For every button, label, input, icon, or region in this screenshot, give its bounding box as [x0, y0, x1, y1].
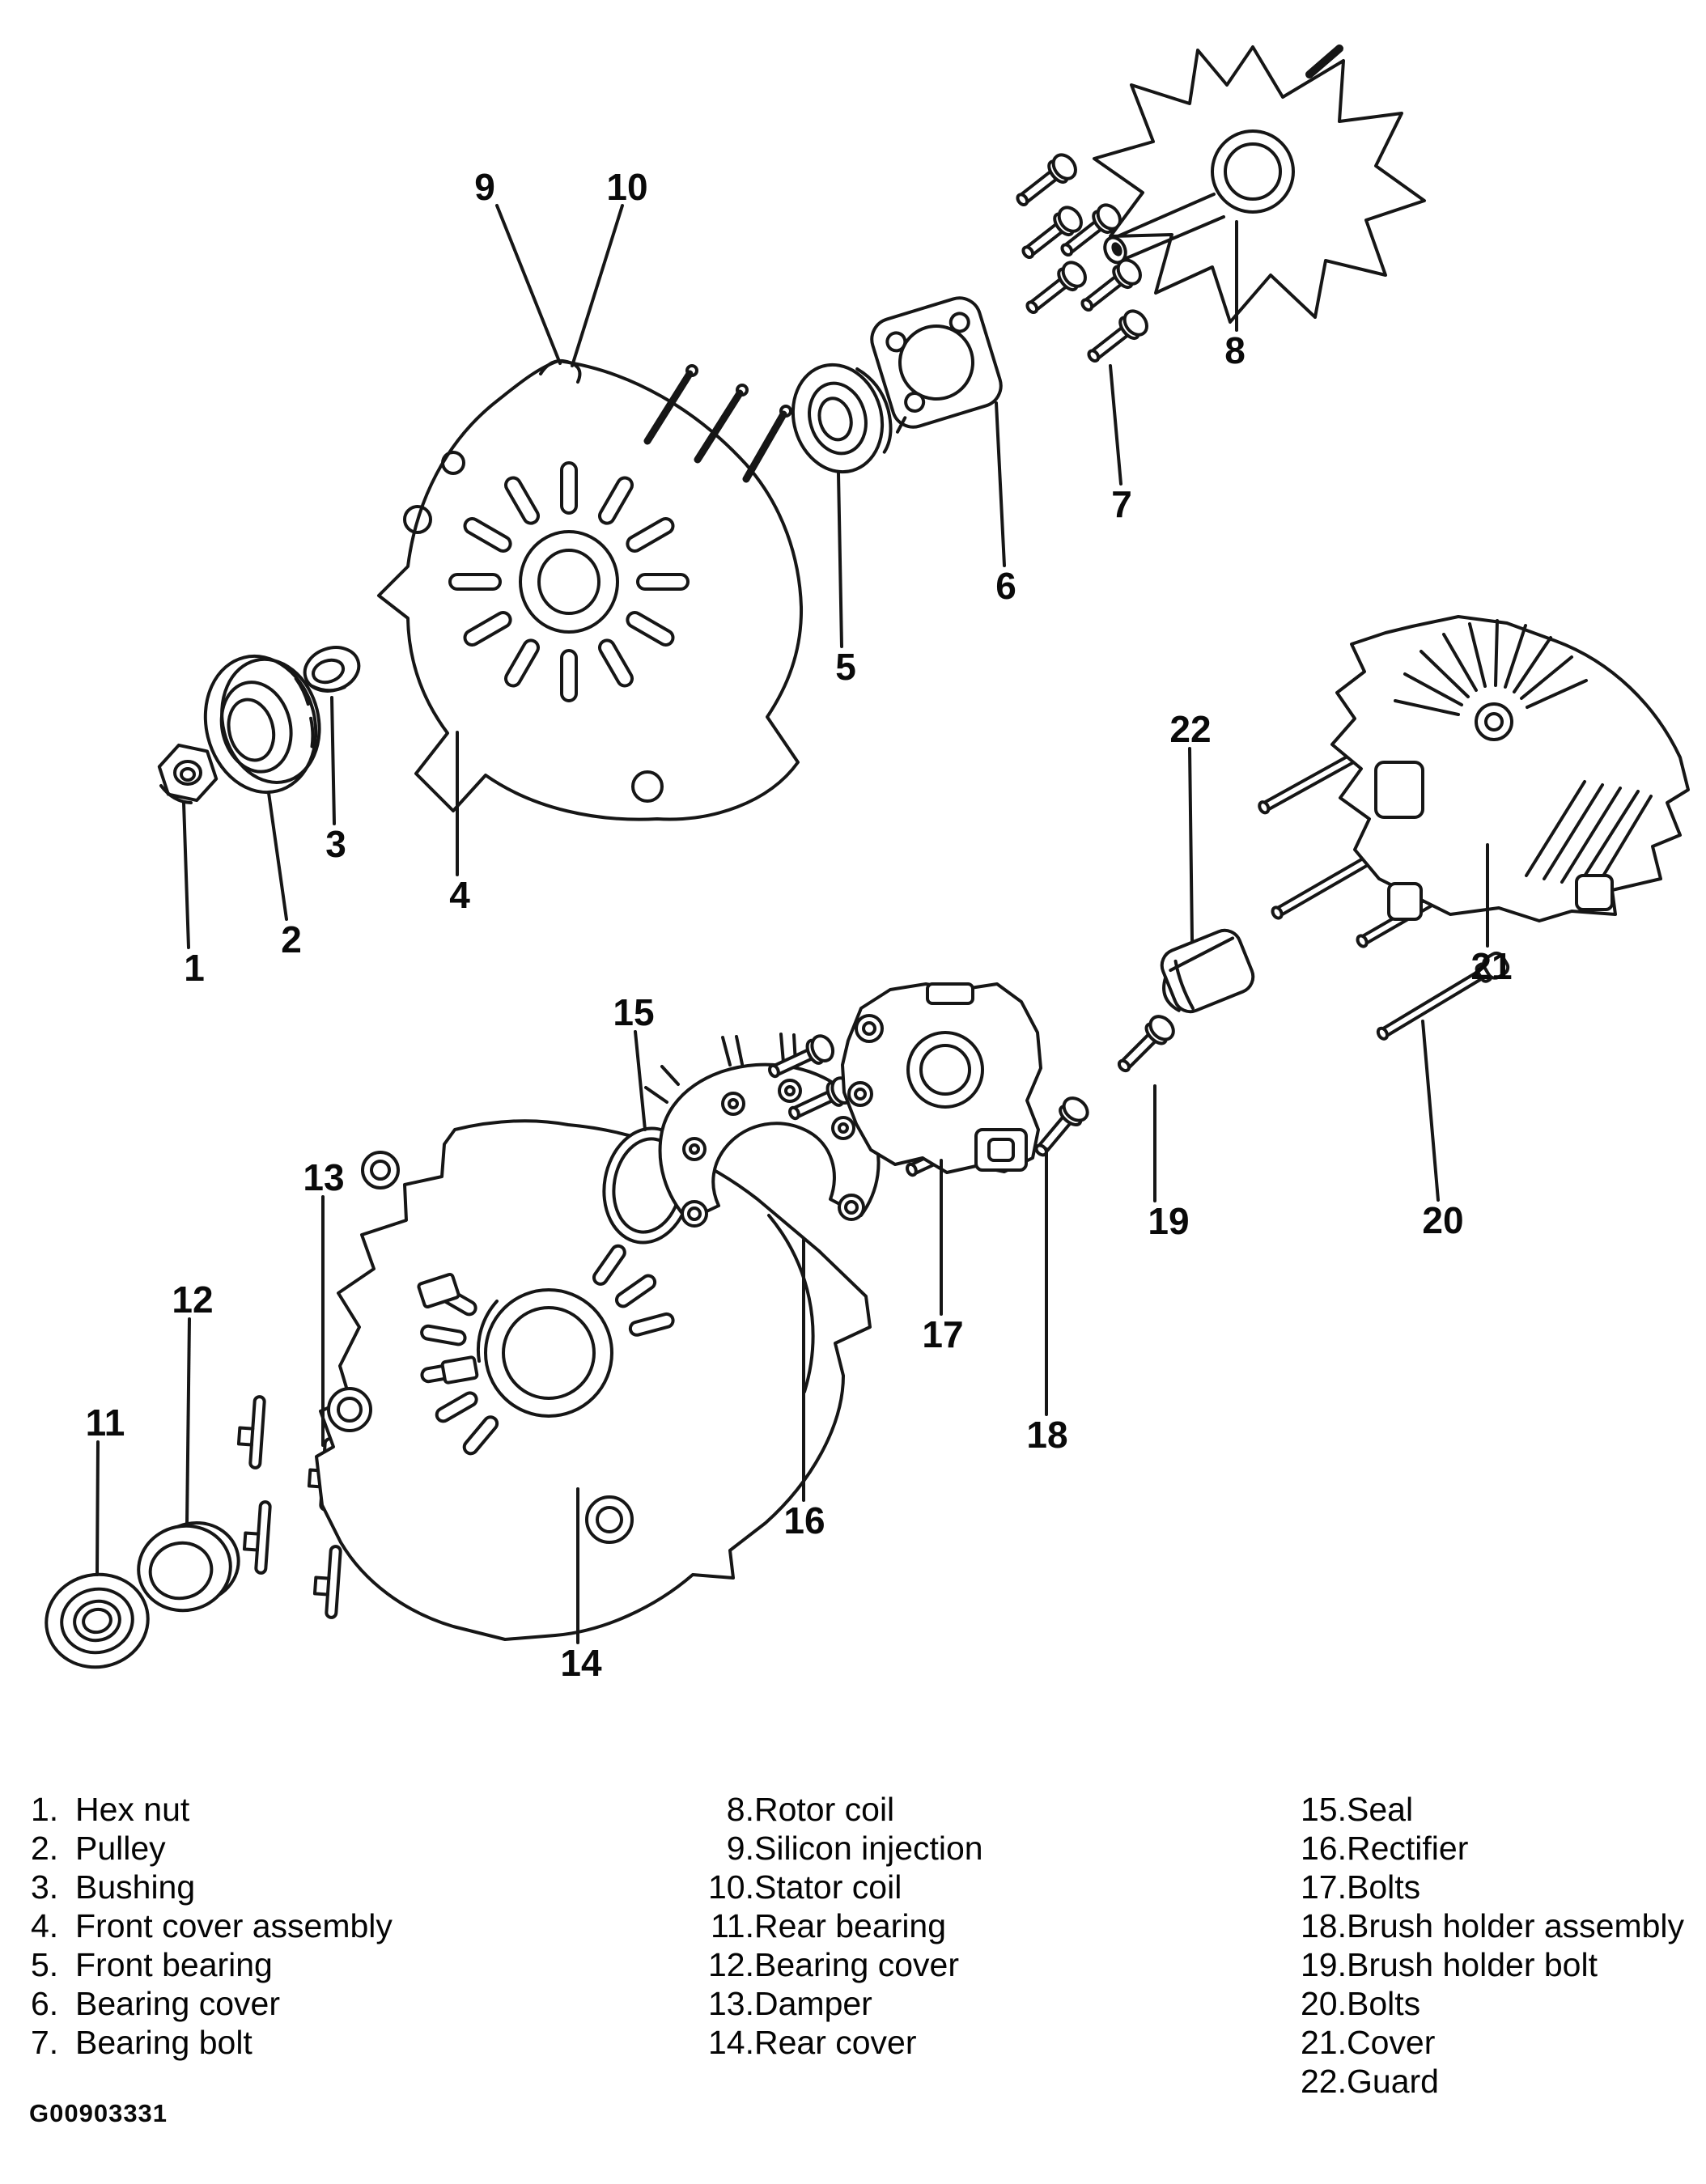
- leader-line: [1110, 366, 1121, 484]
- legend-item: [1293, 1906, 1684, 1945]
- legend-item: [31, 1829, 393, 1868]
- legend-item-name: Bearing bolt: [75, 2024, 253, 2061]
- legend-item: [1293, 1984, 1684, 2023]
- callout-12: [172, 1279, 213, 1525]
- svg-text:16: 16: [783, 1499, 825, 1542]
- legend-item-number: 1.: [31, 1791, 59, 1828]
- legend-item-number: 20.: [1301, 1985, 1347, 2022]
- rear-bearing-drawing: [38, 1565, 157, 1677]
- legend-item-name: Bearing cover: [75, 1985, 280, 2022]
- legend-item-number: 19.: [1301, 1946, 1347, 1983]
- svg-text:14: 14: [560, 1642, 602, 1684]
- legend-item-name: Damper: [754, 1985, 872, 2022]
- legend-item: [31, 1945, 393, 1984]
- legend-column-1: [31, 1790, 393, 2062]
- rear-cover-drawing: [316, 1121, 870, 1639]
- callout-1: [184, 803, 205, 989]
- legend-item-name: Bearing cover: [754, 1946, 959, 1983]
- leader-line: [838, 473, 842, 647]
- leader-line: [187, 1319, 189, 1525]
- callout-10: [572, 166, 648, 366]
- legend-item-name: Pulley: [75, 1830, 166, 1867]
- bearing-cover-plate-drawing: [865, 293, 1006, 433]
- svg-text:10: 10: [606, 166, 648, 208]
- svg-text:22: 22: [1169, 708, 1212, 750]
- legend-item: [701, 1829, 983, 1868]
- legend-item: [1293, 2062, 1684, 2101]
- svg-text:6: 6: [995, 565, 1016, 607]
- legend-item-name: Cover: [1347, 2024, 1436, 2061]
- legend-item: [701, 1906, 983, 1945]
- callout-5: [835, 473, 856, 688]
- legend-item: [31, 1984, 393, 2023]
- legend-column-2: [701, 1790, 983, 2062]
- legend-item-name: Rear bearing: [754, 1907, 947, 1944]
- legend-item-name: Bushing: [75, 1868, 196, 1906]
- leader-line: [572, 206, 622, 366]
- legend-item-number: 18.: [1301, 1907, 1347, 1944]
- svg-text:15: 15: [613, 991, 655, 1033]
- svg-text:2: 2: [281, 918, 302, 961]
- svg-text:12: 12: [172, 1279, 214, 1321]
- legend-item: [1293, 1868, 1684, 1906]
- svg-text:8: 8: [1224, 329, 1246, 371]
- legend-item-name: Brush holder assembly: [1347, 1907, 1685, 1944]
- svg-text:1: 1: [184, 947, 205, 989]
- legend-item-name: Hex nut: [75, 1791, 190, 1828]
- legend-item: [1293, 1829, 1684, 1868]
- leader-line: [97, 1442, 98, 1575]
- legend-item-name: Rectifier: [1347, 1830, 1469, 1867]
- svg-text:21: 21: [1470, 945, 1513, 987]
- leader-line: [497, 206, 560, 363]
- svg-text:9: 9: [474, 166, 495, 208]
- leader-line: [996, 403, 1004, 566]
- figure-code: G00903331: [29, 2099, 168, 2127]
- legend-item-name: Bolts: [1347, 1868, 1421, 1906]
- legend-item-name: Seal: [1347, 1791, 1414, 1828]
- legend-item: [31, 1906, 393, 1945]
- legend-item-number: 17.: [1301, 1868, 1347, 1906]
- callout-7: [1110, 366, 1132, 525]
- legend-item-number: 6.: [31, 1985, 59, 2022]
- callout-15: [613, 991, 654, 1130]
- svg-text:5: 5: [835, 646, 856, 688]
- legend-item-number: 16.: [1301, 1830, 1347, 1867]
- svg-text:7: 7: [1111, 483, 1132, 525]
- legend-item-number: 15.: [1301, 1791, 1347, 1828]
- brush-holder-bolt-drawing: [1112, 1012, 1178, 1078]
- legend-item-name: Bolts: [1347, 1985, 1421, 2022]
- svg-text:17: 17: [922, 1313, 964, 1355]
- legend-item: [1293, 1945, 1684, 1984]
- legend-item-number: 12.: [708, 1946, 754, 1983]
- guard-drawing: [1150, 926, 1258, 1020]
- callout-6: [995, 403, 1016, 607]
- legend-item-name: Brush holder bolt: [1347, 1946, 1598, 1983]
- legend-item: [31, 1868, 393, 1906]
- leader-line: [332, 698, 334, 824]
- legend-item-number: 22.: [1301, 2063, 1347, 2100]
- legend-item-number: 8.: [726, 1791, 754, 1828]
- legend-item-number: 2.: [31, 1830, 59, 1867]
- callout-2: [269, 793, 302, 961]
- leader-line: [1190, 748, 1192, 940]
- legend-item-number: 14.: [708, 2024, 754, 2061]
- legend-item-number: 4.: [31, 1907, 59, 1944]
- bearing-cover-ring-drawing: [130, 1515, 247, 1619]
- legend-item-name: Rear cover: [754, 2024, 917, 2061]
- callout-17: [922, 1160, 963, 1355]
- legend-item: [701, 2023, 983, 2062]
- svg-text:3: 3: [325, 823, 346, 865]
- front-cover-assembly-drawing: [379, 361, 801, 820]
- legend-item: [31, 2023, 393, 2062]
- legend-item-name: Front cover assembly: [75, 1907, 393, 1944]
- legend-column-3: [1293, 1790, 1684, 2101]
- rotor-coil-drawing: [1094, 47, 1424, 322]
- legend-item: [701, 1868, 983, 1906]
- callout-11: [86, 1402, 125, 1575]
- callout-22: [1169, 708, 1211, 940]
- legend-item-number: 5.: [31, 1946, 59, 1983]
- callout-3: [325, 698, 346, 865]
- legend-item: [701, 1790, 983, 1829]
- legend-item: [1293, 1790, 1684, 1829]
- svg-text:11: 11: [85, 1402, 125, 1444]
- legend-item: [1293, 2023, 1684, 2062]
- legend-item-number: 10.: [708, 1868, 754, 1906]
- legend-item-name: Rotor coil: [754, 1791, 895, 1828]
- legend-item: [701, 1984, 983, 2023]
- legend-item-name: Stator coil: [754, 1868, 902, 1906]
- legend-item: [31, 1790, 393, 1829]
- legend-item-number: 13.: [708, 1985, 754, 2022]
- legend-item-number: 7.: [31, 2024, 59, 2061]
- cover-drawing: [1332, 617, 1688, 921]
- legend-item-number: 3.: [31, 1868, 59, 1906]
- legend-item-name: Silicon injection: [754, 1830, 983, 1867]
- legend-item-name: Front bearing: [75, 1946, 273, 1983]
- legend-item-number: 11.: [711, 1907, 754, 1944]
- svg-text:19: 19: [1148, 1200, 1190, 1242]
- callout-19: [1148, 1086, 1189, 1242]
- svg-text:4: 4: [449, 874, 470, 916]
- brush-holder-assembly-drawing: [842, 984, 1041, 1173]
- callout-20: [1422, 1021, 1463, 1241]
- svg-text:13: 13: [303, 1156, 345, 1198]
- legend-item-number: 21.: [1301, 2024, 1347, 2061]
- callout-9: [474, 166, 560, 363]
- leader-line: [269, 793, 286, 919]
- legend-item-number: 9.: [726, 1830, 754, 1867]
- callout-18: [1026, 1149, 1067, 1456]
- leader-line: [635, 1032, 645, 1130]
- legend-item-name: Guard: [1347, 2063, 1439, 2100]
- leader-line: [1423, 1021, 1438, 1200]
- svg-text:18: 18: [1026, 1414, 1068, 1456]
- leader-line: [184, 803, 189, 948]
- svg-text:20: 20: [1422, 1199, 1464, 1241]
- legend-item: [701, 1945, 983, 1984]
